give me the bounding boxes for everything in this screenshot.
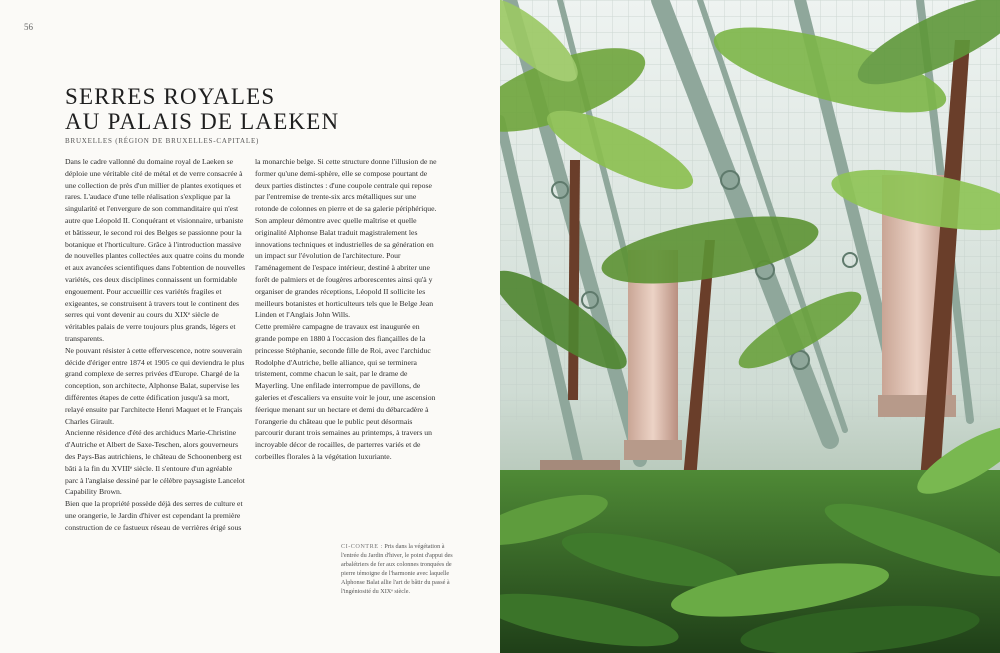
text-column-2 [255,156,437,463]
greenhouse-photo [500,0,1000,653]
paragraph: Dans le cadre vallonné du domaine royal de Laeken se déploie une véritable cité de métal et de verre consacrée à une collection de près d'un millier de plantes exotiques et rares. L'audace d'une telle réalisation s'explique par la singularité et l'envergure de son commanditaire qui n'est autre que Léopold II. Conquérant et visionnaire, urbaniste et bâtisseur, le second roi des Belges se passionne pour la botanique et l'horticulture. Grâce à l'introduction massive de nouvelles plantes collectées aux quatre coins du monde et aux avancées scientifiques dans l'obtention de nouvelles variétés, ces deux disciplines connaissent un formidable engouement. Pour accueillir ces variétés fragiles et exigeantes, se construisent à travers tout le continent des serres qui vont devenir au cours du XIXᵉ siècle de véritables palais de verre toujours plus grands, légers et transparents. [65,157,246,343]
title-line-2: AU PALAIS DE LAEKEN [65,109,340,134]
text-column-1 [65,156,247,534]
caption-label: CI-CONTRE : [341,543,383,550]
page-number: 56 [24,22,33,32]
paragraph: la monarchie belge. Si cette structure donne l'illusion de ne former qu'une demi-sphère, elle se compose pourtant de deux parties distinctes : d'une coupole centrale qui repose par l'entremise de trente-six arcs métalliques sur une rotonde de colonnes en pierre et de sa galerie périphérique. Son ampleur démontre avec quelle maîtrise et quelle originalité Alphonse Balat traduit magistralement les innovations techniques et industrielles de sa génération en un impact sur l'évolution de l'architecture. Pour l'aménagement de l'espace intérieur, destiné à abriter une forêt de palmiers et de fougères arborescentes ainsi qu'à y organiser de grandes réceptions, Léopold II sollicite les meilleurs botanistes et horticulteurs tels que le Belge Jean Linden et l'Anglais John Wills. [255,157,437,320]
caption-text: Pris dans la végétation à l'entrée du Jardin d'hiver, le point d'appui des arbalétriers de fer aux colonnes tronquées de pierre témoigne de l'harmonie avec laquelle Alphonse Balat allie l'art de bâtir du passé à l'ingéniosité du XIXᵉ siècle. [341,543,453,595]
paragraph: Cette première campagne de travaux est inaugurée en grande pompe en 1880 à l'occasion des fiançailles de la princesse Stéphanie, seconde fille de Roi, avec l'archiduc Rodolphe d'Autriche, belle alliance, qui se terminera tristement, comme chacun le sait, par le drame de Mayerling. Une enfilade interrompue de pavillons, de galeries et d'escaliers va ensuite voir le jour, une ascension féerique menant sur un hectare et demi du débarcadère à l'orangerie du château que le public peut désormais parcourir durant trois semaines au printemps, à travers un incroyable décor de rocailles, de parterres variés et de corbeilles florales à la végétation luxuriante. [255,322,436,461]
paragraph: Bien que la propriété possède déjà des serres de culture et une orangerie, le Jardin d'hiver est cependant la première construction de ce fastueux réseau de verrières érigé sous [65,499,243,532]
paragraph: Ancienne résidence d'été des archiducs Marie-Christine d'Autriche et Albert de Saxe-Teschen, alors gouverneurs des Pays-Bas autrichiens, le château de Schoonenberg est bâti à la fin du XVIIIᵉ siècle. Il s'entoure d'un agréable parc à l'anglaise dessiné par le célèbre paysagiste Lancelot Capability Brown. [65,428,245,497]
paragraph: Ne pouvant résister à cette effervescence, notre souverain décide d'ériger entre 1874 et 1905 ce qui deviendra le plus grand complexe de serres privées d'Europe. Chargé de la conception, son architecte, Alphonse Balat, supervise les différentes étapes de cette édification jusqu'à sa mort, relayé ensuite par l'architecte Henri Maquet et le Français Charles Girault. [65,345,245,426]
photo-illustration [500,0,1000,653]
title-line-1: SERRES ROYALES [65,84,276,109]
location-subtitle: BRUXELLES (RÉGION DE BRUXELLES-CAPITALE) [65,137,260,145]
page-title [65,84,339,134]
photo-caption [341,543,463,596]
